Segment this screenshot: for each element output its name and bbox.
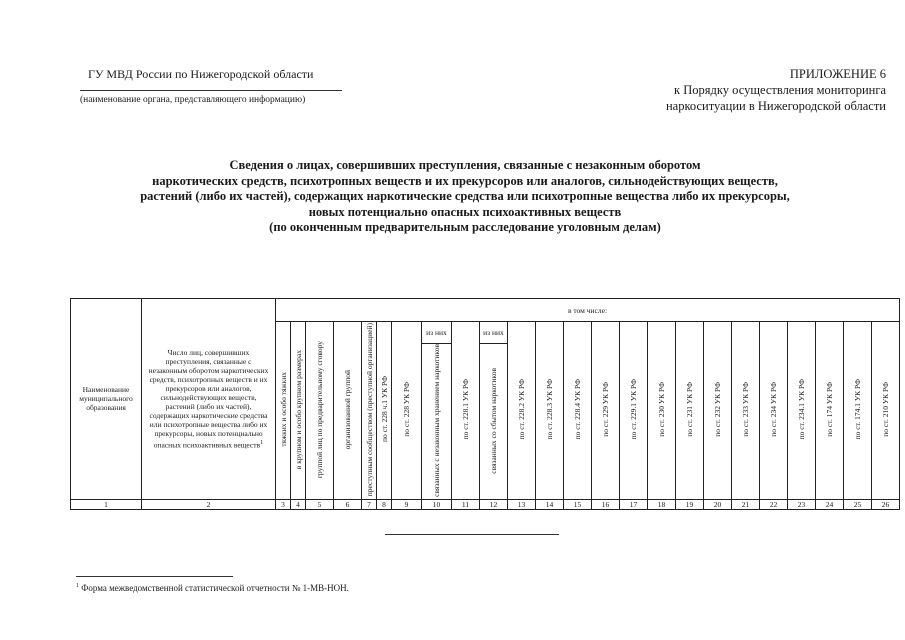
appendix-line: наркоситуации в Нижегородской области	[665, 99, 886, 113]
column-number: 18	[648, 499, 676, 509]
column-number: 16	[592, 499, 620, 509]
sub-header: по ст. 231 УК РФ	[676, 322, 704, 500]
sub-header: организованной группой	[334, 322, 362, 500]
title-line: новых потенциально опасных психоактивных веществ	[308, 204, 622, 219]
organization-underline	[80, 90, 342, 91]
sub-header: по ст. 210 УК РФ	[872, 322, 900, 500]
footnote-separator	[76, 576, 233, 577]
sub-header: по ст. 228.4 УК РФ	[564, 322, 592, 500]
column-number: 2	[142, 499, 276, 509]
column-number: 10	[422, 499, 452, 509]
column-number: 11	[452, 499, 480, 509]
column-number: 13	[508, 499, 536, 509]
sub-header: по ст. 233 УК РФ	[732, 322, 760, 500]
column-number: 25	[844, 499, 872, 509]
column-header-persons-total: Число лиц, совершивших преступления, связанные с незаконным оборотом наркотических средств, психотропных веществ и их прекурсоров или аналогов, сильнодействующих веществ, растений (либо их частей), содержащих наркотические средства или психотропные вещества либо их прекурсоры, новых потенциально опасных психоактивных веществ$^1$	[142, 299, 276, 500]
appendix-line: ПРИЛОЖЕНИЕ 6	[789, 67, 886, 81]
column-number: 9	[392, 499, 422, 509]
sub-header: по ст. 228.2 УК РФ	[508, 322, 536, 500]
column-number: 23	[788, 499, 816, 509]
sub-header: по ст. 232 УК РФ	[704, 322, 732, 500]
column-number: 1	[71, 499, 142, 509]
column-numbers-row	[71, 499, 900, 509]
document-title	[40, 158, 890, 236]
sub-header: связанных с незаконным хранением наркотиков	[422, 344, 452, 500]
footnote-reference: 1	[260, 439, 264, 447]
sub-header: по ст. 234 УК РФ	[760, 322, 788, 500]
column-number: 19	[676, 499, 704, 509]
column-number: 12	[480, 499, 508, 509]
sub-header: связанных со сбытом наркотиков	[480, 344, 508, 500]
sub-header: по ст. 174 УК РФ	[816, 322, 844, 500]
sub-header: по ст. 229 УК РФ	[592, 322, 620, 500]
sub-header: по ст. 234.1 УК РФ	[788, 322, 816, 500]
report-table	[70, 298, 900, 510]
title-line: Сведения о лицах, совершивших преступления, связанные с незаконным оборотом	[229, 158, 701, 172]
appendix-block	[666, 66, 886, 114]
column-number: 22	[760, 499, 788, 509]
column-number: 20	[704, 499, 732, 509]
column-number: 6	[334, 499, 362, 509]
column-number: 17	[620, 499, 648, 509]
footnote	[76, 583, 349, 593]
sub-header: группой лиц по предварительному сговору	[306, 322, 334, 500]
sub-header: по ст. 228.3 УК РФ	[536, 322, 564, 500]
sub-header: по ст. 228 УК РФ	[392, 322, 422, 500]
column-number: 14	[536, 499, 564, 509]
sub-header: по ст. 228.1 УК РФ	[452, 322, 480, 500]
title-line: (по оконченным предварительным расследование уголовным делам)	[269, 220, 661, 234]
sub-header: по ст. 228 ч.1 УК РФ	[377, 322, 392, 500]
group-header-including: в том числе:	[276, 299, 900, 322]
column-number: 5	[306, 499, 334, 509]
sub-header: по ст. 174.1 УК РФ	[844, 322, 872, 500]
title-line: растений (либо их частей), содержащих наркотические средства или психотропные вещества либо их прекурсоры,	[140, 189, 790, 203]
from-them-label: из них	[480, 322, 508, 344]
column-number: 24	[816, 499, 844, 509]
organization-name: ГУ МВД России по Нижегородской области	[88, 67, 314, 81]
organization-caption: (наименование органа, представляющего информацию)	[80, 95, 306, 105]
footnote-mark: 1	[76, 583, 79, 589]
column-number: 7	[362, 499, 377, 509]
sub-header: по ст. 230 УК РФ	[648, 322, 676, 500]
sub-header: преступным сообществом (преступной организацией)	[362, 322, 377, 500]
column-number: 15	[564, 499, 592, 509]
from-them-label: из них	[422, 322, 452, 344]
sub-header: тяжких и особо тяжких	[276, 322, 291, 500]
column-number: 3	[276, 499, 291, 509]
title-line: наркотических средств, психотропных веществ и их прекурсоров или аналогов, сильнодействующих веществ,	[152, 173, 778, 188]
appendix-line: к Порядку осуществления мониторинга	[674, 83, 886, 97]
signature-line	[385, 534, 559, 535]
column-header-municipality: Наименование муниципального образования	[71, 299, 142, 500]
column-number: 26	[872, 499, 900, 509]
sub-header: по ст. 229.1 УК РФ	[620, 322, 648, 500]
column-number: 8	[377, 499, 392, 509]
sub-header: в крупном и особо крупном размерах	[291, 322, 306, 500]
column-number: 4	[291, 499, 306, 509]
column-number: 21	[732, 499, 760, 509]
footnote-text: Форма межведомственной статистической отчетности № 1-МВ-НОН.	[79, 583, 349, 593]
